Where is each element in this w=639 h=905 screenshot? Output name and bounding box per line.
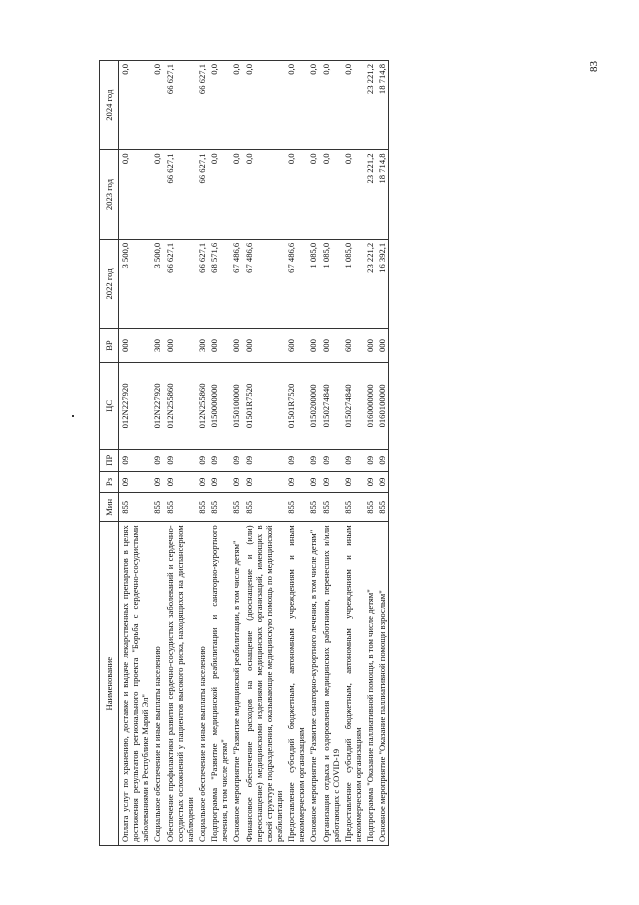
- row-value-2024: 66 627,1: [164, 61, 196, 150]
- table-row: [208, 61, 230, 846]
- row-rz: 09: [151, 471, 163, 493]
- row-value-2023: 66 627,1: [164, 150, 196, 239]
- row-cs: 0150000000: [208, 362, 230, 449]
- table-row: [230, 61, 242, 846]
- row-value-2023: 0,0: [243, 150, 286, 239]
- row-vr: 000: [119, 329, 152, 363]
- row-value-2024: 0,0: [119, 61, 152, 150]
- row-value-2022: 16 392,1: [376, 239, 389, 328]
- header-vr: ВР: [100, 329, 119, 363]
- row-rz: 09: [320, 471, 342, 493]
- row-cs: 012N255860: [196, 362, 208, 449]
- row-value-2024: 0,0: [243, 61, 286, 150]
- row-name: Подпрограмма "Оказание паллиативной помощи, в том числе детям": [364, 522, 376, 846]
- row-vr: 600: [285, 329, 307, 363]
- row-value-2023: 18 714,8: [376, 150, 389, 239]
- row-name: Подпрограмма "Развитие медицинской реабилитации и санаторно-курортного лечения, в том числе детям": [208, 522, 230, 846]
- row-cs: 012N227920: [119, 362, 152, 449]
- row-rz: 09: [285, 471, 307, 493]
- row-rz: 09: [342, 471, 364, 493]
- page-number: 83: [588, 61, 600, 72]
- table-row: [151, 61, 163, 846]
- row-pr: 09: [364, 449, 376, 471]
- row-name: Предоставление субсидий бюджетным, автономным учреждениям и иным некоммерческим организациям: [342, 522, 364, 846]
- header-pr: ПР: [100, 449, 119, 471]
- row-min: 855: [342, 493, 364, 522]
- row-min: 855: [285, 493, 307, 522]
- row-rz: 09: [307, 471, 319, 493]
- row-rz: 09: [376, 471, 389, 493]
- row-min: 855: [307, 493, 319, 522]
- row-name: Финансовое обеспечение расходов на оснащение (дооснащение и (или) переоснащение) медицинскими изделиями медицинских организаций, имеющих в своей структуре подразделения, оказывающие медицинскую помощь по медицинской реабилитации: [243, 522, 286, 846]
- row-pr: 09: [196, 449, 208, 471]
- row-value-2023: 0,0: [307, 150, 319, 239]
- row-value-2023: 23 221,2: [364, 150, 376, 239]
- row-pr: 09: [164, 449, 196, 471]
- row-cs: 0150274840: [320, 362, 342, 449]
- row-value-2023: 0,0: [119, 150, 152, 239]
- row-value-2024: 18 714,8: [376, 61, 389, 150]
- row-pr: 09: [376, 449, 389, 471]
- row-value-2023: 0,0: [342, 150, 364, 239]
- row-pr: 09: [119, 449, 152, 471]
- row-value-2024: 0,0: [342, 61, 364, 150]
- row-value-2022: 23 221,2: [364, 239, 376, 328]
- row-name: Основное мероприятие "Оказание паллиативной помощи взрослым": [376, 522, 389, 846]
- row-vr: 000: [208, 329, 230, 363]
- table-row: [285, 61, 307, 846]
- header-2022: 2022 год: [100, 239, 119, 328]
- row-name: Предоставление субсидий бюджетным, автономным учреждениям и иным некоммерческим организациям: [285, 522, 307, 846]
- row-pr: 09: [151, 449, 163, 471]
- row-cs: 01501R7520: [285, 362, 307, 449]
- row-rz: 09: [243, 471, 286, 493]
- row-name: Основное мероприятие "Развитие санаторно-курортного лечения, в том числе детям": [307, 522, 319, 846]
- row-rz: 09: [364, 471, 376, 493]
- scan-speck: [72, 415, 74, 417]
- row-value-2023: 66 627,1: [196, 150, 208, 239]
- row-rz: 09: [230, 471, 242, 493]
- row-min: 855: [208, 493, 230, 522]
- table-row: [243, 61, 286, 846]
- row-cs: 0160000000: [364, 362, 376, 449]
- row-cs: 0160100000: [376, 362, 389, 449]
- row-name: Обеспечение профилактики развития сердечно-сосудистых заболеваний и сердечно-сосудистых осложнений у пациентов высокого риска, находящихся на диспансерном наблюдении: [164, 522, 196, 846]
- row-cs: 0150200000: [307, 362, 319, 449]
- row-min: 855: [320, 493, 342, 522]
- table-row: [196, 61, 208, 846]
- row-cs: 0150100000: [230, 362, 242, 449]
- budget-table: [99, 60, 389, 846]
- row-value-2022: 66 627,1: [164, 239, 196, 328]
- table-row: [320, 61, 342, 846]
- row-vr: 600: [342, 329, 364, 363]
- row-pr: 09: [320, 449, 342, 471]
- row-value-2022: 67 486,6: [230, 239, 242, 328]
- row-vr: 000: [364, 329, 376, 363]
- row-pr: 09: [342, 449, 364, 471]
- table-row: [164, 61, 196, 846]
- table-row: [342, 61, 364, 846]
- row-name: Оплата услуг по хранению, доставке и выдаче лекарственных препаратов в целях достижения результатов регионального проекта "Борьба с сердечно-сосудистыми заболеваниями в Республике Марий Эл": [119, 522, 152, 846]
- row-value-2022: 3 500,0: [119, 239, 152, 328]
- row-value-2023: 0,0: [285, 150, 307, 239]
- row-value-2024: 66 627,1: [196, 61, 208, 150]
- row-min: 855: [151, 493, 163, 522]
- row-vr: 300: [196, 329, 208, 363]
- row-value-2024: 0,0: [307, 61, 319, 150]
- row-vr: 000: [307, 329, 319, 363]
- row-pr: 09: [230, 449, 242, 471]
- row-rz: 09: [164, 471, 196, 493]
- row-cs: 01501R7520: [243, 362, 286, 449]
- row-value-2022: 68 571,6: [208, 239, 230, 328]
- header-2024: 2024 год: [100, 61, 119, 150]
- row-rz: 09: [119, 471, 152, 493]
- table-row: [364, 61, 376, 846]
- table-row: [119, 61, 152, 846]
- row-vr: 300: [151, 329, 163, 363]
- row-vr: 000: [243, 329, 286, 363]
- header-2023: 2023 год: [100, 150, 119, 239]
- header-cs: ЦС: [100, 362, 119, 449]
- budget-table-container: [99, 60, 554, 846]
- row-name: Организация отдыха и оздоровления медицинских работников, перенесших и/или работающих с COVID-19: [320, 522, 342, 846]
- row-value-2022: 1 085,0: [307, 239, 319, 328]
- row-pr: 09: [285, 449, 307, 471]
- row-pr: 09: [208, 449, 230, 471]
- row-value-2023: 0,0: [208, 150, 230, 239]
- row-value-2022: 3 500,0: [151, 239, 163, 328]
- row-min: 855: [119, 493, 152, 522]
- table-row: [307, 61, 319, 846]
- row-value-2024: 0,0: [208, 61, 230, 150]
- row-value-2022: 1 085,0: [320, 239, 342, 328]
- row-name: Социальное обеспечение и иные выплаты населению: [196, 522, 208, 846]
- row-value-2022: 67 486,6: [243, 239, 286, 328]
- row-rz: 09: [208, 471, 230, 493]
- row-value-2024: 23 221,2: [364, 61, 376, 150]
- row-vr: 000: [230, 329, 242, 363]
- row-min: 855: [196, 493, 208, 522]
- row-value-2024: 0,0: [230, 61, 242, 150]
- row-value-2023: 0,0: [151, 150, 163, 239]
- header-name: Наименование: [100, 522, 119, 846]
- header-rz: Рз: [100, 471, 119, 493]
- row-value-2024: 0,0: [285, 61, 307, 150]
- row-value-2023: 0,0: [230, 150, 242, 239]
- row-name: Основное мероприятие "Развитие медицинской реабилитации, в том числе детям": [230, 522, 242, 846]
- row-pr: 09: [307, 449, 319, 471]
- table-row: [376, 61, 389, 846]
- row-value-2024: 0,0: [151, 61, 163, 150]
- row-value-2022: 66 627,1: [196, 239, 208, 328]
- row-pr: 09: [243, 449, 286, 471]
- table-body: [119, 61, 389, 846]
- row-vr: 000: [376, 329, 389, 363]
- table-header-row: [100, 61, 119, 846]
- row-min: 855: [376, 493, 389, 522]
- row-vr: 000: [320, 329, 342, 363]
- row-value-2022: 67 486,6: [285, 239, 307, 328]
- row-value-2024: 0,0: [320, 61, 342, 150]
- row-min: 855: [230, 493, 242, 522]
- row-min: 855: [243, 493, 286, 522]
- row-cs: 012N227920: [151, 362, 163, 449]
- row-min: 855: [164, 493, 196, 522]
- row-name: Социальное обеспечение и иные выплаты населению: [151, 522, 163, 846]
- row-rz: 09: [196, 471, 208, 493]
- row-value-2023: 0,0: [320, 150, 342, 239]
- header-min: Мин: [100, 493, 119, 522]
- row-min: 855: [364, 493, 376, 522]
- row-cs: 0150274840: [342, 362, 364, 449]
- row-value-2022: 1 085,0: [342, 239, 364, 328]
- row-vr: 000: [164, 329, 196, 363]
- row-cs: 012N255860: [164, 362, 196, 449]
